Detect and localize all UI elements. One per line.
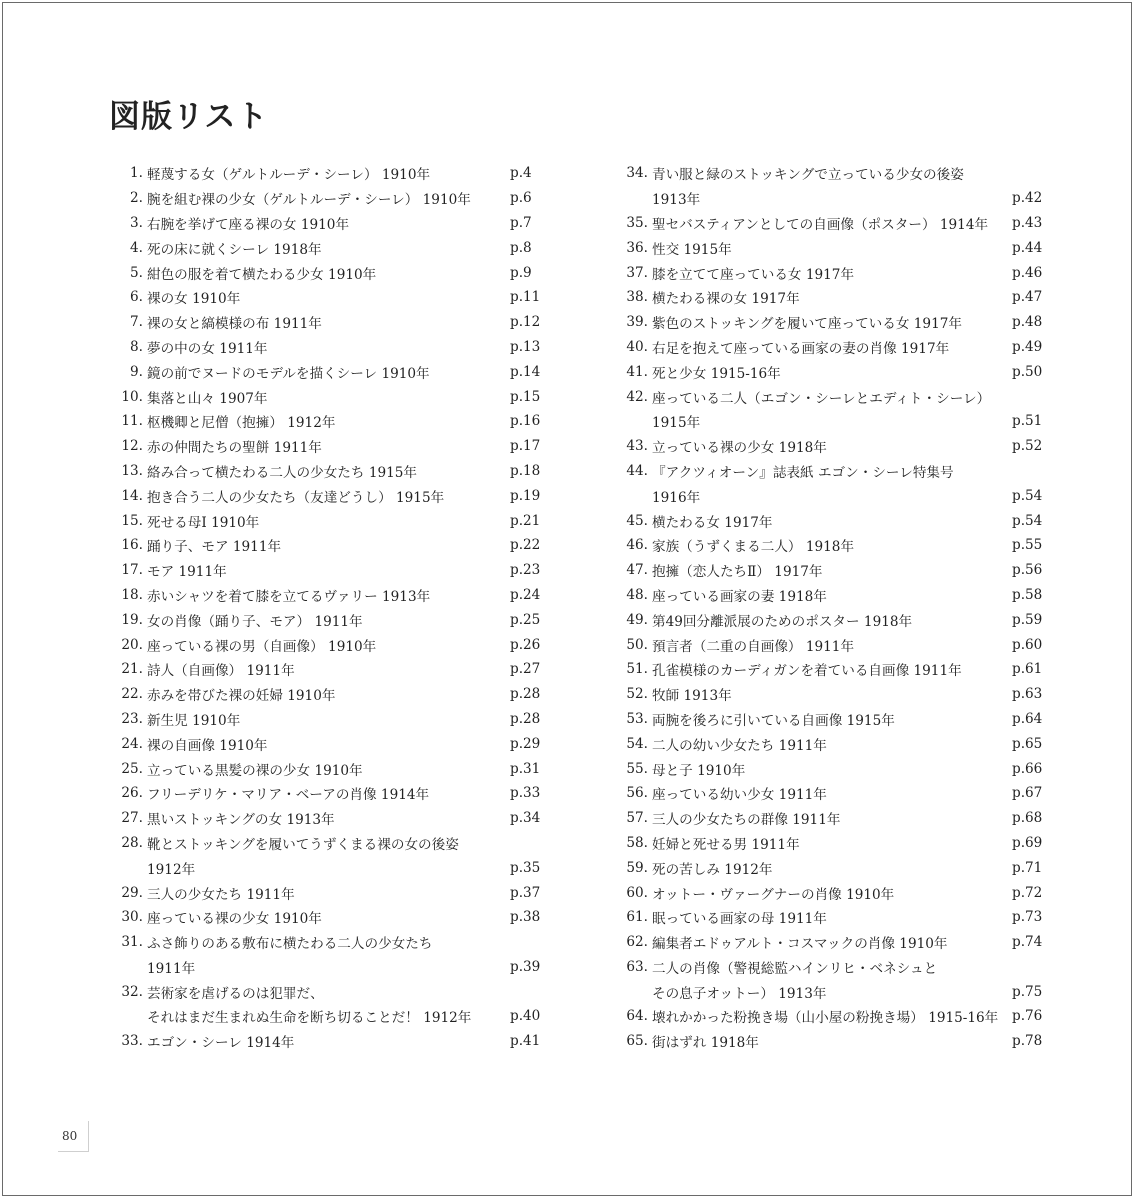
item-number: 50. <box>626 636 648 653</box>
item-number: 55. <box>626 760 648 777</box>
item-title: 死せる母Ⅰ 1910年 <box>147 514 260 531</box>
item-title: ふさ飾りのある敷布に横たわる二人の少女たち <box>147 936 433 953</box>
list-item <box>106 682 546 707</box>
page-number: 80 <box>62 1129 78 1143</box>
item-page-ref: p.52 <box>1012 438 1043 455</box>
item-page-ref: p.51 <box>1012 413 1043 430</box>
list-column-right <box>611 161 1048 1054</box>
item-title: 枢機卿と尼僧（抱擁） 1912年 <box>147 415 336 432</box>
list-column-left <box>106 161 546 1054</box>
item-title: 新生児 1910年 <box>147 712 241 729</box>
item-page-ref: p.28 <box>510 686 541 703</box>
list-item <box>106 459 546 484</box>
item-title: 集落と山々 1907年 <box>147 390 268 407</box>
item-page-ref: p.68 <box>1012 810 1043 827</box>
list-item <box>611 533 1048 558</box>
list-item <box>106 335 546 360</box>
list-item <box>611 905 1048 930</box>
item-page-ref: p.40 <box>510 1008 541 1025</box>
list-item <box>611 979 1048 1004</box>
list-item <box>611 781 1048 806</box>
list-item <box>106 979 546 1004</box>
item-title: 腕を組む裸の少女（ゲルトルーデ・シーレ） 1910年 <box>147 192 471 209</box>
item-title: それはまだ生まれぬ生命を断ち切ることだ！ 1912年 <box>147 1010 472 1027</box>
item-number: 39. <box>626 314 648 331</box>
item-title: 紺色の服を着て横たわる少女 1910年 <box>147 266 377 283</box>
item-page-ref: p.29 <box>510 735 541 752</box>
item-page-ref: p.23 <box>510 562 541 579</box>
page-number-box <box>58 1121 89 1152</box>
item-page-ref: p.58 <box>1012 586 1043 603</box>
list-item <box>106 1029 546 1054</box>
item-title: 立っている裸の少女 1918年 <box>652 440 827 457</box>
item-number: 62. <box>626 934 648 951</box>
item-page-ref: p.37 <box>510 884 541 901</box>
item-page-ref: p.22 <box>510 537 541 554</box>
list-item <box>106 235 546 260</box>
list-item <box>611 955 1048 980</box>
item-page-ref: p.42 <box>1012 190 1043 207</box>
list-item <box>106 483 546 508</box>
item-number: 26. <box>121 785 143 802</box>
list-item <box>106 384 546 409</box>
list-item <box>611 260 1048 285</box>
item-title: 絡み合って横たわる二人の少女たち 1915年 <box>147 464 418 481</box>
list-item <box>611 335 1048 360</box>
item-number: 27. <box>121 810 143 827</box>
item-number: 49. <box>626 611 648 628</box>
item-number: 53. <box>626 710 648 727</box>
list-item <box>106 434 546 459</box>
item-title: 裸の女 1910年 <box>147 291 241 308</box>
item-number: 6. <box>130 289 143 306</box>
list-item <box>106 359 546 384</box>
list-item <box>611 285 1048 310</box>
item-title: 死の床に就くシーレ 1918年 <box>147 241 322 258</box>
list-item <box>611 930 1048 955</box>
item-title: 1912年 <box>147 861 196 878</box>
item-number: 32. <box>121 983 143 1000</box>
item-number: 61. <box>626 909 648 926</box>
list-item <box>611 731 1048 756</box>
list-item <box>611 359 1048 384</box>
item-title: 女の肖像（踊り子、モア） 1911年 <box>147 613 363 630</box>
list-item <box>106 310 546 335</box>
item-number: 13. <box>121 462 143 479</box>
list-item <box>106 1004 546 1029</box>
page-title: 図版リスト <box>109 99 269 135</box>
item-number: 23. <box>121 710 143 727</box>
item-title: 芸術家を虐げるのは犯罪だ、 <box>147 985 324 1002</box>
item-number: 41. <box>626 363 648 380</box>
list-item <box>611 186 1048 211</box>
item-number: 56. <box>626 785 648 802</box>
item-title: フリーデリケ・マリア・ベーアの肖像 1914年 <box>147 787 430 804</box>
list-item <box>611 855 1048 880</box>
item-title: 軽蔑する女（ゲルトルーデ・シーレ） 1910年 <box>147 167 431 184</box>
list-item <box>106 657 546 682</box>
list-item <box>106 632 546 657</box>
item-title: 1911年 <box>147 960 196 977</box>
item-number: 16. <box>121 537 143 554</box>
item-title: 紫色のストッキングを履いて座っている女 1917年 <box>652 316 962 333</box>
item-title: 預言者（二重の自画像） 1911年 <box>652 638 855 655</box>
item-page-ref: p.67 <box>1012 785 1043 802</box>
item-title: 赤みを帯びた裸の妊婦 1910年 <box>147 688 336 705</box>
item-number: 14. <box>121 487 143 504</box>
list-item <box>106 756 546 781</box>
item-page-ref: p.41 <box>510 1033 541 1050</box>
item-number: 20. <box>121 636 143 653</box>
item-title: 抱き合う二人の少女たち（友達どうし） 1915年 <box>147 489 445 506</box>
item-title: 詩人（自画像） 1911年 <box>147 663 295 680</box>
list-item <box>611 682 1048 707</box>
list-item <box>611 384 1048 409</box>
list-item <box>611 409 1048 434</box>
item-number: 57. <box>626 810 648 827</box>
item-number: 63. <box>626 958 648 975</box>
item-number: 64. <box>626 1008 648 1025</box>
item-title: 牧師 1913年 <box>652 688 732 705</box>
item-title: 編集者エドゥアルト・コスマックの肖像 1910年 <box>652 936 948 953</box>
item-page-ref: p.47 <box>1012 289 1043 306</box>
list-item <box>611 583 1048 608</box>
item-title: 三人の少女たち 1911年 <box>147 886 295 903</box>
item-title: 座っている幼い少女 1911年 <box>652 787 827 804</box>
item-title: 『アクツィオーン』誌表紙 エゴン・シーレ特集号 <box>652 464 954 481</box>
item-page-ref: p.46 <box>1012 264 1043 281</box>
list-item <box>611 632 1048 657</box>
list-item <box>106 607 546 632</box>
list-item <box>611 806 1048 831</box>
list-item <box>611 880 1048 905</box>
item-title: 踊り子、モア 1911年 <box>147 539 282 556</box>
item-number: 28. <box>121 834 143 851</box>
list-item <box>106 930 546 955</box>
item-title: 聖セバスティアンとしての自画像（ポスター） 1914年 <box>652 216 989 233</box>
item-page-ref: p.44 <box>1012 239 1043 256</box>
list-item <box>106 260 546 285</box>
list-item <box>106 508 546 533</box>
list-item <box>106 211 546 236</box>
item-page-ref: p.18 <box>510 462 541 479</box>
item-title: 妊婦と死せる男 1911年 <box>652 836 800 853</box>
page <box>2 2 1132 1196</box>
item-number: 42. <box>626 388 648 405</box>
list-item <box>611 508 1048 533</box>
item-page-ref: p.9 <box>510 264 532 281</box>
item-page-ref: p.75 <box>1012 983 1043 1000</box>
item-page-ref: p.35 <box>510 859 541 876</box>
item-number: 29. <box>121 884 143 901</box>
item-title: 座っている画家の妻 1918年 <box>652 588 827 605</box>
list-item <box>106 409 546 434</box>
item-title: 座っている裸の少女 1910年 <box>147 911 322 928</box>
item-page-ref: p.25 <box>510 611 541 628</box>
item-page-ref: p.14 <box>510 363 541 380</box>
item-page-ref: p.6 <box>510 190 532 207</box>
item-title: 死の苦しみ 1912年 <box>652 861 773 878</box>
item-page-ref: p.12 <box>510 314 541 331</box>
item-title: 抱擁（恋人たちⅡ） 1917年 <box>652 564 823 581</box>
item-number: 12. <box>121 438 143 455</box>
item-page-ref: p.60 <box>1012 636 1043 653</box>
item-title: 二人の幼い少女たち 1911年 <box>652 737 827 754</box>
item-number: 30. <box>121 909 143 926</box>
item-page-ref: p.28 <box>510 710 541 727</box>
item-number: 58. <box>626 834 648 851</box>
item-title: 第49回分離派展のためのポスター 1918年 <box>652 613 913 630</box>
item-title: 性交 1915年 <box>652 241 732 258</box>
item-page-ref: p.76 <box>1012 1008 1043 1025</box>
item-title: 1916年 <box>652 489 701 506</box>
item-number: 8. <box>130 338 143 355</box>
item-page-ref: p.48 <box>1012 314 1043 331</box>
item-title: オットー・ヴァーグナーの肖像 1910年 <box>652 886 895 903</box>
item-page-ref: p.55 <box>1012 537 1043 554</box>
item-number: 59. <box>626 859 648 876</box>
item-page-ref: p.43 <box>1012 214 1043 231</box>
item-title: 裸の自画像 1910年 <box>147 737 268 754</box>
list-item <box>106 831 546 856</box>
item-number: 24. <box>121 735 143 752</box>
item-number: 3. <box>130 214 143 231</box>
item-page-ref: p.13 <box>510 338 541 355</box>
item-number: 4. <box>130 239 143 256</box>
list-item <box>611 607 1048 632</box>
item-title: 死と少女 1915-16年 <box>652 365 781 382</box>
item-page-ref: p.24 <box>510 586 541 603</box>
item-page-ref: p.49 <box>1012 338 1043 355</box>
list-item <box>611 756 1048 781</box>
item-title: 二人の肖像（警視総監ハインリヒ・ベネシュと <box>652 960 938 977</box>
item-page-ref: p.27 <box>510 661 541 678</box>
item-number: 25. <box>121 760 143 777</box>
item-title: 青い服と緑のストッキングで立っている少女の後姿 <box>652 167 964 184</box>
item-number: 9. <box>130 363 143 380</box>
list-item <box>106 533 546 558</box>
list-item <box>611 707 1048 732</box>
item-page-ref: p.38 <box>510 909 541 926</box>
item-title: 赤いシャツを着て膝を立てるヴァリー 1913年 <box>147 588 431 605</box>
item-title: 両腕を後ろに引いている自画像 1915年 <box>652 712 895 729</box>
item-number: 38. <box>626 289 648 306</box>
item-number: 11. <box>121 413 143 430</box>
list-item <box>611 1004 1048 1029</box>
list-item <box>106 955 546 980</box>
item-number: 19. <box>121 611 143 628</box>
item-page-ref: p.31 <box>510 760 541 777</box>
item-page-ref: p.66 <box>1012 760 1043 777</box>
item-number: 52. <box>626 686 648 703</box>
item-number: 48. <box>626 586 648 603</box>
item-number: 2. <box>130 190 143 207</box>
item-number: 31. <box>121 934 143 951</box>
list-item <box>106 707 546 732</box>
item-title: 横たわる裸の女 1917年 <box>652 291 800 308</box>
item-number: 21. <box>121 661 143 678</box>
list-item <box>611 1029 1048 1054</box>
item-page-ref: p.69 <box>1012 834 1043 851</box>
item-title: 黒いストッキングの女 1913年 <box>147 812 335 829</box>
list-item <box>611 310 1048 335</box>
item-page-ref: p.34 <box>510 810 541 827</box>
item-title: 1915年 <box>652 415 701 432</box>
item-title: 三人の少女たちの群像 1911年 <box>652 812 841 829</box>
item-title: 眠っている画家の母 1911年 <box>652 911 827 928</box>
item-page-ref: p.56 <box>1012 562 1043 579</box>
item-title: 右腕を挙げて座る裸の女 1910年 <box>147 216 350 233</box>
item-title: 横たわる女 1917年 <box>652 514 773 531</box>
list-item <box>106 806 546 831</box>
list-item <box>106 781 546 806</box>
item-page-ref: p.15 <box>510 388 541 405</box>
list-item <box>106 855 546 880</box>
list-item <box>106 583 546 608</box>
list-item <box>611 558 1048 583</box>
item-number: 40. <box>626 338 648 355</box>
item-title: 膝を立てて座っている女 1917年 <box>652 266 855 283</box>
list-item <box>611 211 1048 236</box>
item-number: 45. <box>626 512 648 529</box>
item-page-ref: p.61 <box>1012 661 1043 678</box>
list-item <box>611 459 1048 484</box>
item-number: 35. <box>626 214 648 231</box>
item-title: 家族（うずくまる二人） 1918年 <box>652 539 855 556</box>
item-title: 赤の仲間たちの聖餅 1911年 <box>147 440 322 457</box>
item-title: 母と子 1910年 <box>652 762 746 779</box>
item-number: 51. <box>626 661 648 678</box>
item-number: 37. <box>626 264 648 281</box>
item-number: 46. <box>626 537 648 554</box>
item-page-ref: p.11 <box>510 289 541 306</box>
item-page-ref: p.19 <box>510 487 541 504</box>
item-title: 1913年 <box>652 192 701 209</box>
list-item <box>611 235 1048 260</box>
item-page-ref: p.54 <box>1012 487 1043 504</box>
item-number: 34. <box>626 165 648 182</box>
item-number: 17. <box>121 562 143 579</box>
item-number: 44. <box>626 462 648 479</box>
item-number: 54. <box>626 735 648 752</box>
item-title: 立っている黒髪の裸の少女 1910年 <box>147 762 363 779</box>
list-item <box>106 161 546 186</box>
item-page-ref: p.26 <box>510 636 541 653</box>
item-number: 43. <box>626 438 648 455</box>
item-page-ref: p.50 <box>1012 363 1043 380</box>
item-page-ref: p.7 <box>510 214 532 231</box>
item-page-ref: p.21 <box>510 512 541 529</box>
list-item <box>106 558 546 583</box>
item-number: 1. <box>130 165 143 182</box>
list-item <box>611 434 1048 459</box>
item-number: 22. <box>121 686 143 703</box>
item-page-ref: p.72 <box>1012 884 1043 901</box>
item-number: 60. <box>626 884 648 901</box>
item-number: 18. <box>121 586 143 603</box>
item-page-ref: p.78 <box>1012 1033 1043 1050</box>
item-title: 壊れかかった粉挽き場（山小屋の粉挽き場） 1915-16年 <box>652 1010 999 1027</box>
item-number: 33. <box>121 1033 143 1050</box>
list-item <box>106 731 546 756</box>
item-number: 65. <box>626 1033 648 1050</box>
item-title: エゴン・シーレ 1914年 <box>147 1035 295 1052</box>
list-item <box>611 483 1048 508</box>
item-page-ref: p.63 <box>1012 686 1043 703</box>
item-page-ref: p.17 <box>510 438 541 455</box>
item-page-ref: p.64 <box>1012 710 1043 727</box>
item-page-ref: p.54 <box>1012 512 1043 529</box>
list-item <box>611 657 1048 682</box>
item-number: 36. <box>626 239 648 256</box>
list-item <box>106 905 546 930</box>
item-title: モア 1911年 <box>147 564 227 581</box>
item-title: 座っている二人（エゴン・シーレとエディト・シーレ） <box>652 390 991 407</box>
item-page-ref: p.16 <box>510 413 541 430</box>
item-number: 7. <box>130 314 143 331</box>
item-page-ref: p.65 <box>1012 735 1043 752</box>
item-title: 鏡の前でヌードのモデルを描くシーレ 1910年 <box>147 365 430 382</box>
item-title: 夢の中の女 1911年 <box>147 340 268 357</box>
item-number: 47. <box>626 562 648 579</box>
item-title: 座っている裸の男（自画像） 1910年 <box>147 638 377 655</box>
item-title: 街はずれ 1918年 <box>652 1035 759 1052</box>
item-page-ref: p.71 <box>1012 859 1043 876</box>
item-number: 15. <box>121 512 143 529</box>
list-item <box>106 186 546 211</box>
list-item <box>611 831 1048 856</box>
item-title: 孔雀模様のカーディガンを着ている自画像 1911年 <box>652 663 962 680</box>
item-title: その息子オットー） 1913年 <box>652 985 827 1002</box>
item-page-ref: p.8 <box>510 239 532 256</box>
list-item <box>611 161 1048 186</box>
item-title: 裸の女と縞模様の布 1911年 <box>147 316 322 333</box>
list-item <box>106 285 546 310</box>
item-title: 右足を抱えて座っている画家の妻の肖像 1917年 <box>652 340 950 357</box>
item-page-ref: p.33 <box>510 785 541 802</box>
item-page-ref: p.59 <box>1012 611 1043 628</box>
item-title: 靴とストッキングを履いてうずくまる裸の女の後姿 <box>147 836 459 853</box>
item-page-ref: p.39 <box>510 958 541 975</box>
item-page-ref: p.73 <box>1012 909 1043 926</box>
item-number: 10. <box>121 388 143 405</box>
list-item <box>106 880 546 905</box>
item-number: 5. <box>130 264 143 281</box>
item-page-ref: p.4 <box>510 165 532 182</box>
item-page-ref: p.74 <box>1012 934 1043 951</box>
